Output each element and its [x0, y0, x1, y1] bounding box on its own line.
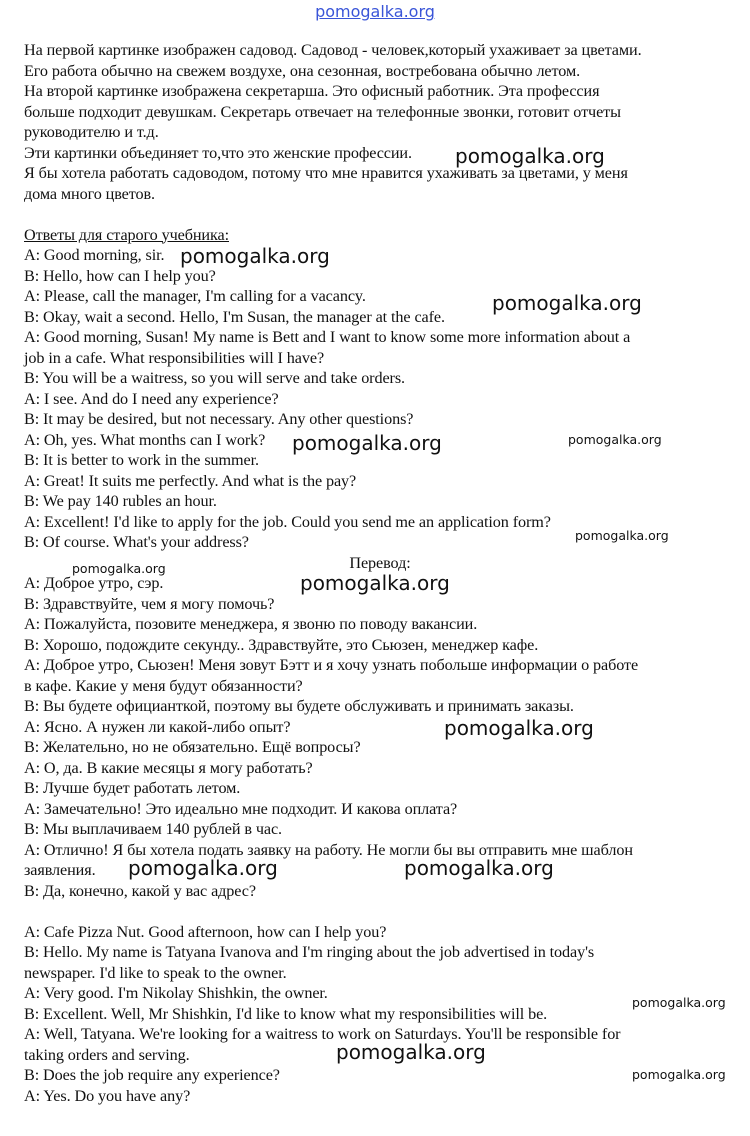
dialogue-line: В: Хорошо, подождите секунду.. Здравствуйте, это Сьюзен, менеджер кафе. — [24, 635, 539, 654]
dialogue-line: B: Of course. What's your address? — [24, 533, 249, 551]
dialogue-line: B: We pay 140 rubles an hour. — [24, 492, 217, 510]
dialogue-line: А: Доброе утро, Сьюзен! Меня зовут Бэтт и я хочу узнать побольше информации о работе — [24, 656, 639, 674]
dialogue-line: A: Good morning, Susan! My name is Bett and I want to know some more information about a — [24, 328, 631, 346]
dialogue-line: newspaper. I'd like to speak to the owner. — [24, 963, 287, 982]
watermark: pomogalka.org — [455, 144, 605, 168]
dialogue-line: А: Ясно. А нужен ли какой-либо опыт? — [24, 717, 291, 736]
dialogue-line: А: Отлично! Я бы хотела подать заявку на работу. Не могли бы вы отправить мне шаблон — [24, 840, 633, 859]
watermark: pomogalka.org — [72, 561, 166, 576]
dialogue-line: В: Мы выплачиваем 140 рублей в час. — [24, 820, 282, 838]
dialogue-line: B: Excellent. Well, Mr Shishkin, I'd like to know what my responsibilities will be. — [24, 1004, 548, 1023]
dialogue-line: А: Пожалуйста, позовите менеджера, я звоню по поводу вакансии. — [24, 615, 478, 633]
text-line: На второй картинке изображена секретарша. Это офисный работник. Эта профессия — [24, 82, 600, 100]
dialogue-line: В: Да, конечно, какой у вас адрес? — [24, 881, 256, 900]
watermark: pomogalka.org — [575, 528, 669, 543]
dialogue-line: В: Вы будете официанткой, поэтому вы будете обслуживать и принимать заказы. — [24, 697, 574, 715]
dialogue-line: B: Does the job require any experience? — [24, 1066, 280, 1084]
dialogue-line: В: Здравствуйте, чем я могу помочь? — [24, 594, 275, 613]
watermark: pomogalka.org — [632, 1067, 726, 1082]
dialogue-line: B: It may be desired, but not necessary. Any other questions? — [24, 410, 414, 428]
watermark: pomogalka.org — [180, 244, 330, 268]
dialogue-line: заявления. — [24, 861, 96, 879]
dialogue-line: B: Okay, wait a second. Hello, I'm Susan, the manager at the cafe. — [24, 307, 445, 326]
dialogue-line: A: Great! It suits me perfectly. And what is the pay? — [24, 471, 357, 490]
dialogue-line: A: Oh, yes. What months can I work? — [24, 430, 266, 449]
watermark: pomogalka.org — [128, 856, 278, 880]
text-line: руководителю и т.д. — [24, 123, 159, 141]
blank-line — [24, 204, 736, 225]
blank-line — [24, 901, 736, 922]
dialogue-line: А: Замечательно! Это идеально мне подходит. И какова оплата? — [24, 799, 458, 818]
dialogue-line: job in a cafe. What responsibilities will I have? — [24, 348, 325, 367]
watermark: pomogalka.org — [292, 431, 442, 455]
dialogue-line: A: Excellent! I'd like to apply for the job. Could you send me an application form? — [24, 512, 551, 531]
section-heading — [24, 225, 736, 246]
dialogue-line: B: Hello, how can I help you? — [24, 266, 216, 285]
dialogue-line: А: О, да. В какие месяцы я могу работать? — [24, 758, 313, 777]
dialogue-line: A: Good morning, sir. — [24, 246, 165, 264]
dialogue-line: B: Hello. My name is Tatyana Ivanova and I'm ringing about the job advertised in today's — [24, 943, 595, 961]
text-line: На первой картинке изображен садовод. Садовод - человек,который ухаживает за цветами. — [24, 41, 642, 59]
dialogue-line: B: You will be a waitress, so you will serve and take orders. — [24, 369, 405, 387]
dialogue-line: taking orders and serving. — [24, 1045, 190, 1064]
watermark: pomogalka.org — [568, 432, 662, 447]
dialogue-line: A: Well, Tatyana. We're looking for a waitress to work on Saturdays. You'll be responsible for — [24, 1025, 621, 1043]
text-line: Я бы хотела работать садоводом, потому что мне нравится ухаживать за цветами, у меня — [24, 164, 628, 182]
watermark: pomogalka.org — [492, 291, 642, 315]
watermark: pomogalka.org — [444, 716, 594, 740]
dialogue-line: A: I see. And do I need any experience? — [24, 389, 279, 408]
section-heading-text: Ответы для старого учебника: — [24, 225, 229, 244]
watermark: pomogalka.org — [300, 571, 450, 595]
dialogue-line: в кафе. Какие у меня будут обязанности? — [24, 676, 303, 695]
dialogue-line: B: It is better to work in the summer. — [24, 451, 259, 469]
watermark: pomogalka.org — [632, 995, 726, 1010]
translation-heading: Перевод: — [349, 553, 411, 572]
text-line: Его работа обычно на свежем воздухе, она сезонная, востребована обычно летом. — [24, 61, 581, 80]
dialogue-line: A: Please, call the manager, I'm calling for a vacancy. — [24, 287, 366, 305]
dialogue-line: В: Лучше будет работать летом. — [24, 779, 241, 797]
dialogue-line: A: Very good. I'm Nikolay Shishkin, the owner. — [24, 984, 328, 1002]
text-line: больше подходит девушкам. Секретарь отвечает на телефонные звонки, готовит отчеты — [24, 102, 621, 121]
dialogue-line: В: Желательно, но не обязательно. Ещё вопросы? — [24, 738, 361, 756]
site-link[interactable]: pomogalka.org — [315, 2, 435, 21]
text-line: дома много цветов. — [24, 184, 156, 203]
dialogue-line: А: Доброе утро, сэр. — [24, 574, 164, 592]
text-line: Эти картинки объединяет то,что это женские профессии. — [24, 143, 412, 162]
watermark: pomogalka.org — [336, 1040, 486, 1064]
dialogue-line: A: Yes. Do you have any? — [24, 1086, 191, 1105]
watermark: pomogalka.org — [404, 856, 554, 880]
dialogue-line: A: Cafe Pizza Nut. Good afternoon, how can I help you? — [24, 922, 387, 941]
